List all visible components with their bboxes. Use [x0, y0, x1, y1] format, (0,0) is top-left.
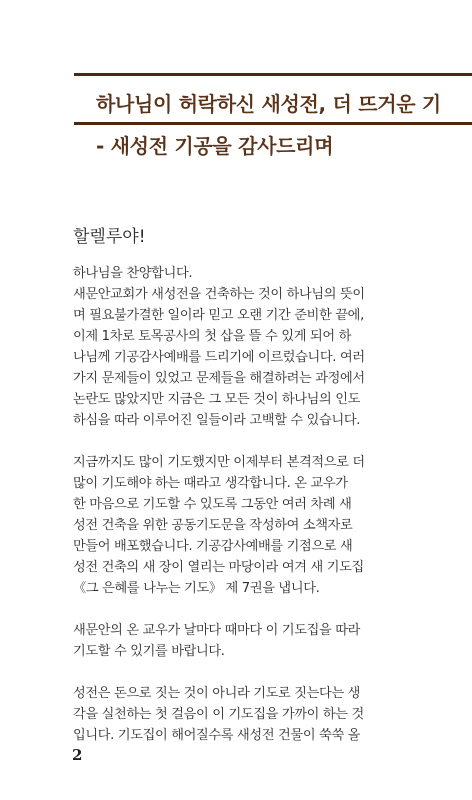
paragraph-gap [73, 662, 403, 683]
text-line: 성전 건축의 새 장이 열리는 마당이라 여겨 새 기도집 [73, 560, 364, 575]
text-line: 하나님을 찬양합니다. [73, 266, 193, 281]
paragraph-gap [73, 599, 403, 620]
text-line: 성전은 돈으로 짓는 것이 아니라 기도로 짓는다는 생 [73, 686, 361, 701]
text-line: 한 마음으로 기도할 수 있도록 그동안 여러 차례 새 [73, 497, 352, 512]
text-line: 새문안의 온 교우가 날마다 때마다 이 기도집을 따라 [73, 623, 361, 638]
page-number: 2 [72, 746, 83, 764]
text-line: 논란도 많았지만 지금은 그 모든 것이 하나님의 인도 [73, 392, 361, 407]
text-line: 이제 1차로 토목공사의 첫 삽을 뜰 수 있게 되어 하 [73, 329, 352, 344]
text-line: 하심을 따라 이루어진 일들이라 고백할 수 있습니다. [73, 413, 361, 428]
text-line: 기도할 수 있기를 바랍니다. [73, 644, 225, 659]
text-line: 각을 실천하는 첫 걸음이 이 기도집을 가까이 하는 것 [73, 707, 364, 722]
text-line: 《그 은혜를 나누는 기도》 제 7권을 냅니다. [73, 581, 320, 596]
paragraph [73, 620, 403, 662]
paragraph [73, 683, 403, 746]
text-line: 입니다. 기도집이 해어질수록 새성전 건물이 쑥쑥 올 [73, 728, 361, 743]
text-line: 새문안교회가 새성전을 건축하는 것이 하나님의 뜻이 [73, 287, 365, 302]
text-line: 나님께 기공감사예배를 드리기에 이르렀습니다. 여러 [73, 350, 365, 365]
page-title: 하나님이 허락하신 새성전, 더 뜨거운 기 [96, 92, 441, 116]
text-line: 지금까지도 많이 기도했지만 이제부터 본격적으로 더 [73, 455, 365, 470]
greeting: 할렐루야! [73, 227, 146, 247]
text-line: 성전 건축을 위한 공동기도문을 작성하여 소책자로 [73, 518, 353, 533]
text-line: 만들어 배포했습니다. 기공감사예배를 기점으로 새 [73, 539, 353, 554]
body-text [73, 263, 403, 746]
page-subtitle: - 새성전 기공을 감사드리며 [96, 134, 334, 158]
text-line: 가지 문제들이 있었고 문제들을 해결하려는 과정에서 [73, 371, 365, 386]
text-line: 많이 기도해야 하는 때라고 생각합니다. 온 교우가 [73, 476, 348, 491]
text-line: 며 필요불가결한 일이라 믿고 오랜 기간 준비한 끝에, [73, 308, 364, 323]
paragraph [73, 263, 403, 431]
paragraph-gap [73, 431, 403, 452]
title-rule-bottom [74, 122, 472, 125]
paragraph [73, 452, 403, 599]
title-rule-top [74, 73, 472, 76]
